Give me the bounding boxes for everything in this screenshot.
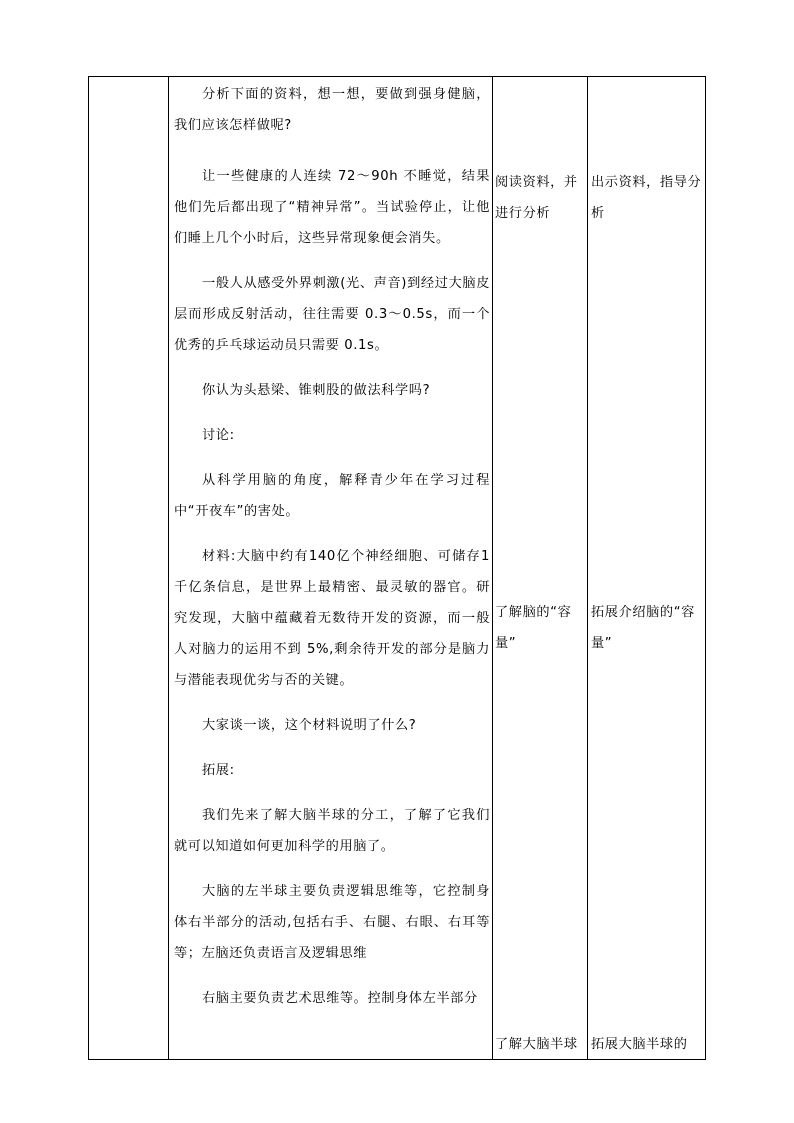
- paragraph: 从科学用脑的角度，解释青少年在学习过程中“开夜车”的害处。: [174, 473, 490, 519]
- paragraph: 大家谈一谈，这个材料说明了什么?: [202, 718, 417, 733]
- paragraph: 一般人从感受外界刺激(光、声音)到经过大脑皮层而形成反射活动，往往需要 0.3～0.5s，而一个优秀的乒乓球运动员只需要 0.1s。: [174, 276, 490, 353]
- student-activity-cell: 了解大脑半球: [495, 1037, 578, 1052]
- teacher-activity-cell: 拓展介绍脑的“容量”: [591, 605, 695, 651]
- column-divider: [168, 77, 169, 1059]
- paragraph: 分析下面的资料，想一想，要做到强身健脑，我们应该怎样做呢?: [174, 87, 490, 133]
- column-divider: [492, 77, 493, 1059]
- teacher-activity-cell: 出示资料，指导分析: [591, 175, 702, 221]
- paragraph: 材料:大脑中约有140亿个神经细胞、可储存1千亿条信息，是世界上最精密、最灵敏的器官。研究发现，大脑中蕴藏着无数待开发的资源，而一般人对脑力的运用不到 5%,剩余待开发的部分是脑力与潜能表现优劣与否的关键。: [174, 549, 490, 688]
- student-activity-cell: 阅读资料，并进行分析: [495, 175, 578, 221]
- paragraph: 让一些健康的人连续 72～90h 不睡觉，结果他们先后都出现了“精神异常”。当试验停止，让他们睡上几个小时后，这些异常现象便会消失。: [174, 169, 490, 246]
- paragraph: 我们先来了解大脑半球的分工，了解了它我们就可以知道如何更加科学的用脑了。: [174, 808, 490, 854]
- paragraph: 讨论:: [202, 428, 235, 443]
- lesson-plan-table: [88, 76, 706, 1060]
- student-activity-cell: 了解脑的“容量”: [495, 605, 572, 651]
- paragraph: 右脑主要负责艺术思维等。控制身体左半部分: [202, 991, 478, 1006]
- paragraph: 大脑的左半球主要负责逻辑思维等，它控制身体右半部分的活动,包括右手、右腿、右眼、右耳等等；左脑还负责语言及逻辑思维: [174, 884, 490, 961]
- column-divider: [587, 77, 588, 1059]
- teaching-content-cell: [174, 79, 490, 1028]
- paragraph: 拓展:: [202, 763, 235, 778]
- paragraph: 你认为头悬梁、锥刺股的做法科学吗?: [202, 383, 431, 398]
- teacher-activity-cell: 拓展大脑半球的: [591, 1037, 688, 1052]
